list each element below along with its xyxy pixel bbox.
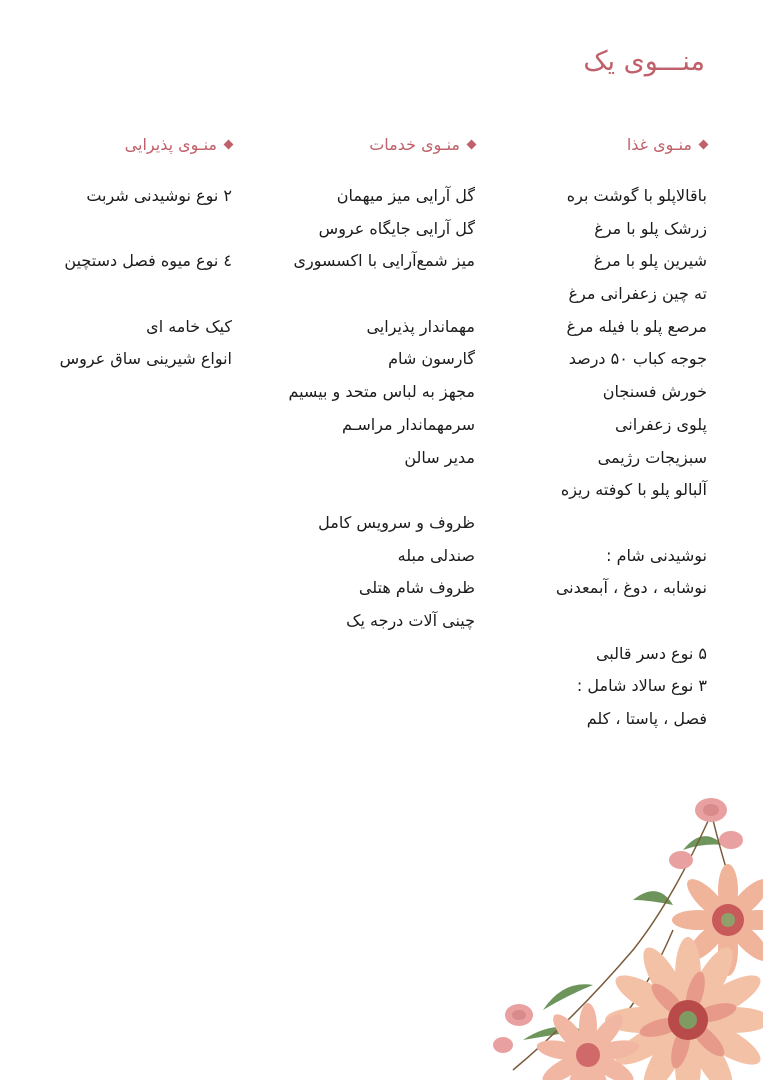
list-item: ته چین زعفرانی مرغ bbox=[568, 284, 707, 304]
list-item: انواع شیرینی ساق عروس bbox=[59, 349, 232, 369]
list-item: گارسون شام bbox=[388, 349, 475, 369]
food-menu-column bbox=[507, 132, 707, 736]
list-item: ظروف و سرویس کامل bbox=[318, 512, 475, 532]
page-title: منـــوی یک bbox=[583, 46, 705, 77]
floral-corner-illustration bbox=[483, 780, 763, 1080]
list-item: صندلی مبله bbox=[397, 545, 475, 565]
list-item: مهماندار پذیرایی bbox=[366, 316, 475, 336]
food-menu-heading bbox=[507, 132, 707, 156]
list-item: مرصع پلو با فیله مرغ bbox=[566, 316, 707, 336]
diamond-bullet-icon bbox=[699, 139, 709, 149]
list-item: سبزیجات رژیمی bbox=[597, 447, 707, 467]
services-menu-column bbox=[235, 132, 475, 638]
list-item: میز شمع‌آرایی با اکسسوری bbox=[293, 251, 475, 271]
list-spacer bbox=[2, 278, 232, 311]
services-menu-list bbox=[235, 180, 475, 638]
list-item: گل آرایی جایگاه عروس bbox=[318, 218, 475, 238]
list-item: زرشک پلو با مرغ bbox=[594, 218, 707, 238]
list-spacer bbox=[507, 605, 707, 638]
food-menu-list bbox=[507, 180, 707, 736]
list-spacer bbox=[507, 507, 707, 540]
list-item: جوجه کباب ۵۰ درصد bbox=[568, 349, 707, 369]
list-item: ۵ نوع دسر قالبی bbox=[595, 643, 707, 663]
diamond-bullet-icon bbox=[467, 139, 477, 149]
list-item: کیک خامه ای bbox=[146, 316, 232, 336]
list-item: ظروف شام هتلی bbox=[358, 578, 475, 598]
services-menu-heading bbox=[235, 132, 475, 156]
food-menu-heading-label: منـوی غذا bbox=[626, 134, 692, 154]
list-item: سرمهماندار مراسـم bbox=[342, 414, 475, 434]
reception-menu-heading bbox=[2, 132, 232, 156]
list-item: گل آرایی میز میهمان bbox=[336, 186, 475, 205]
list-item: آلبالو پلو با کوفته ریزه bbox=[560, 480, 707, 500]
list-item: ٤ نوع میوه فصل دستچین bbox=[64, 251, 232, 271]
list-item: نوشیدنی شام : bbox=[606, 545, 707, 565]
list-item: فصل ، پاستا ، کلم bbox=[586, 709, 707, 728]
list-item: پلوی زعفرانی bbox=[614, 414, 707, 434]
list-item: مدیر سالن bbox=[404, 447, 475, 467]
list-spacer bbox=[235, 474, 475, 507]
services-menu-heading-label: منـوی خدمات bbox=[369, 134, 460, 154]
reception-menu-list bbox=[2, 180, 232, 376]
list-item: شیرین پلو با مرغ bbox=[593, 251, 707, 271]
list-item: چینی آلات درجه یک bbox=[346, 610, 475, 630]
list-item: مجهز به لباس متحد و بیسیم bbox=[288, 382, 475, 402]
list-spacer bbox=[235, 278, 475, 311]
diamond-bullet-icon bbox=[224, 139, 234, 149]
list-item: خورش فسنجان bbox=[602, 382, 707, 402]
list-item: ۳ نوع سالاد شامل : bbox=[576, 676, 707, 696]
list-item: باقالاپلو با گوشت بره bbox=[566, 186, 707, 205]
reception-menu-column bbox=[2, 132, 232, 376]
list-item: ۲ نوع نوشیدنی شربت bbox=[86, 186, 232, 205]
list-spacer bbox=[2, 213, 232, 246]
reception-menu-heading-label: منـوی پذیرایی bbox=[124, 134, 217, 154]
list-item: نوشابه ، دوغ ، آبمعدنی bbox=[555, 578, 707, 598]
